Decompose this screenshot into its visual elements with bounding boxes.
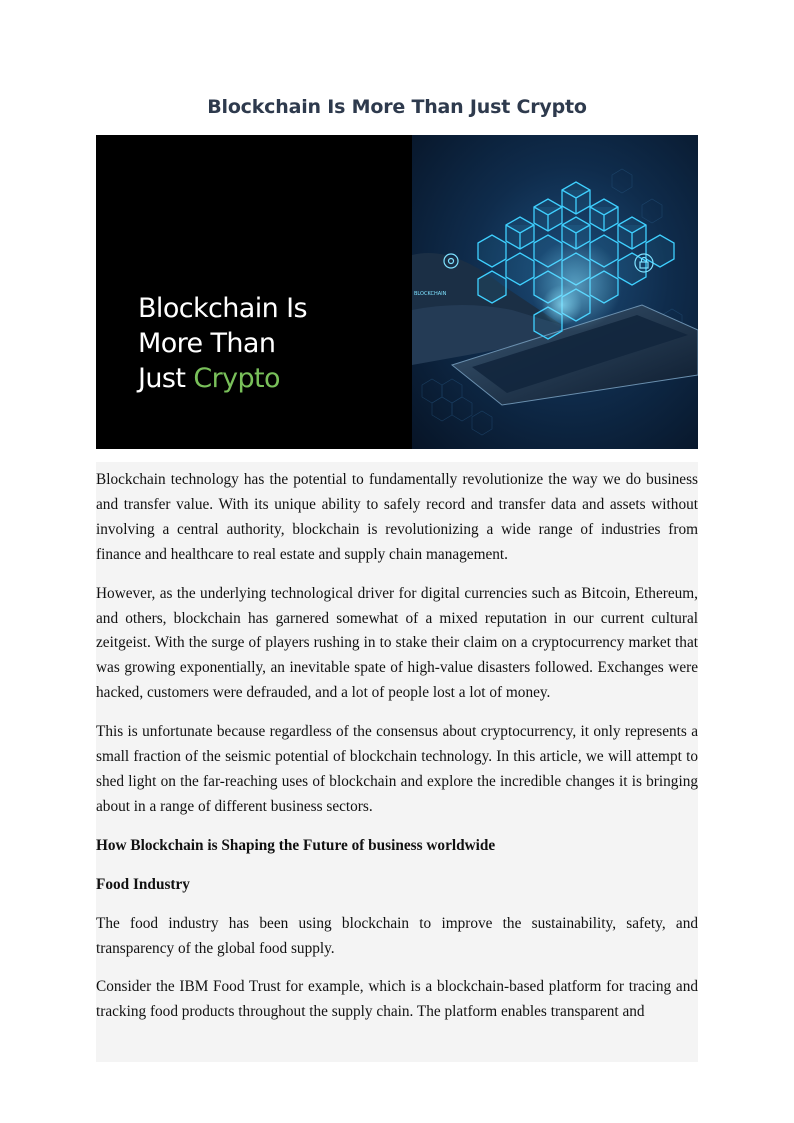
article-paragraph-3: This is unfortunate because regardless of the consensus about cryptocurrency, it only represents a small fraction of the seismic potential of blockchain technology. In this article, we will attempt to shed light on the far-reaching uses of blockchain and explore the incredible changes it is bringing about in a range of different business sectors.	[96, 723, 698, 815]
article-paragraph-intro: Blockchain technology has the potential to fundamentally revolutionize the way we do business and transfer value. With its unique ability to safely record and transfer data and assets without involving a central authority, blockchain is revolutionizing a wide range of industries from finance and healthcare to real estate and supply chain management.	[96, 471, 698, 563]
hero-line-2: More Than	[138, 328, 276, 359]
hero-line-3-prefix: Just	[138, 363, 194, 394]
blockchain-overlay-label: BLOCKCHAIN	[414, 291, 447, 297]
article-body	[96, 468, 698, 1039]
hero-headline	[138, 291, 307, 396]
hero-line-3	[138, 361, 307, 396]
hero-text-panel	[96, 135, 412, 449]
hero-line-1: Blockchain Is	[138, 293, 307, 324]
document-title: Blockchain Is More Than Just Crypto	[207, 96, 587, 118]
section-heading-future: How Blockchain is Shaping the Future of business worldwide	[96, 836, 496, 854]
article-paragraph-5: Consider the IBM Food Trust for example, which is a blockchain-based platform for tracing and tracking food products throughout the supply chain. The platform enables transparent and	[96, 978, 698, 1021]
blockchain-network-illustration	[412, 135, 698, 449]
section-heading-food-industry: Food Industry	[96, 875, 190, 893]
hero-banner	[96, 135, 698, 449]
hero-image	[412, 135, 698, 449]
hero-line-3-accent: Crypto	[193, 363, 280, 394]
article-paragraph-2: However, as the underlying technological driver for digital currencies such as Bitcoin, Ethereum, and others, blockchain has garnered somewhat of a mixed reputation in our current cultural zeitgeist. With the surge of players rushing in to stake their claim on a cryptocurrency market that was growing exponentially, an inevitable spate of high-value disasters followed. Exchanges were hacked, customers were defrauded, and a lot of people lost a lot of money.	[96, 584, 698, 702]
article-paragraph-4: The food industry has been using blockchain to improve the sustainability, safety, and transparency of the global food supply.	[96, 914, 698, 957]
